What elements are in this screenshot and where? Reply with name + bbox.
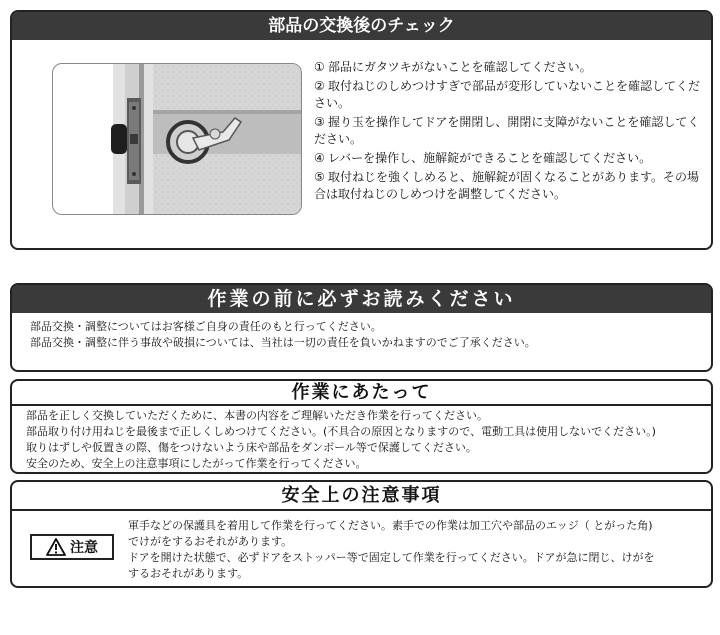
working-line: 部品取り付け用ねじを最後まで正しくしめつけてください。(不具合の原因となりますので、電動工具は使用しないでください。) xyxy=(26,425,656,438)
caution-badge xyxy=(30,534,114,560)
check-item: ① 部品にガタツキがないことを確認してください。 xyxy=(314,60,592,74)
check-item: ③ 握り玉を操作してドアを開閉し、開閉に支障がないことを確認してください。 xyxy=(314,115,700,146)
read-before-line: 部品交換・調整に伴う事故や破損については、当社は一切の責任を負いかねますのでご了承ください。 xyxy=(30,336,536,349)
check-item: ② 取付ねじのしめつけすぎで部品が変形していないことを確認してください。 xyxy=(314,79,701,110)
read-before-title: 作業の前に必ずお読みください xyxy=(12,285,711,313)
safety-line: ドアを開けた状態で、必ずドアをストッパー等で固定して作業を行ってください。ドアが急に閉じ、けがを xyxy=(128,551,655,564)
working-line: 安全のため、安全上の注意事項にしたがって作業を行ってください。 xyxy=(26,457,367,470)
caution-label: 注意 xyxy=(70,540,98,556)
check-section-title: 部品の交換後のチェック xyxy=(12,12,711,40)
check-item: ④ レバーを操作し、施解錠ができることを確認してください。 xyxy=(314,151,652,165)
check-section xyxy=(10,10,713,250)
door-lock-illustration xyxy=(52,63,302,215)
check-list xyxy=(314,59,704,205)
safety-line: 軍手などの保護具を着用して作業を行ってください。素手での作業は加工穴や部品のエッジ（ とがった角) xyxy=(128,519,653,532)
working-section xyxy=(10,379,713,474)
check-item: ⑤ 取付ねじを強くしめると、施解錠が固くなることがあります。その場合は取付ねじのしめつけを調整してください。 xyxy=(314,170,700,201)
working-line: 取りはずしや仮置きの際、傷をつけないよう床や部品をダンボール等で保護してください。 xyxy=(26,441,477,454)
safety-line: するおそれがあります。 xyxy=(128,567,249,580)
working-line: 部品を正しく交換していただくために、本書の内容をご理解いただき作業を行ってください。 xyxy=(26,409,488,422)
read-before-section xyxy=(10,283,713,372)
safety-section xyxy=(10,480,713,588)
safety-line: でけがをするおそれがあります。 xyxy=(128,535,293,548)
warning-triangle-icon xyxy=(46,538,66,556)
read-before-line: 部品交換・調整についてはお客様ご自身の責任のもと行ってください。 xyxy=(30,320,382,333)
working-title: 作業にあたって xyxy=(12,381,711,406)
safety-title: 安全上の注意事項 xyxy=(12,482,711,511)
